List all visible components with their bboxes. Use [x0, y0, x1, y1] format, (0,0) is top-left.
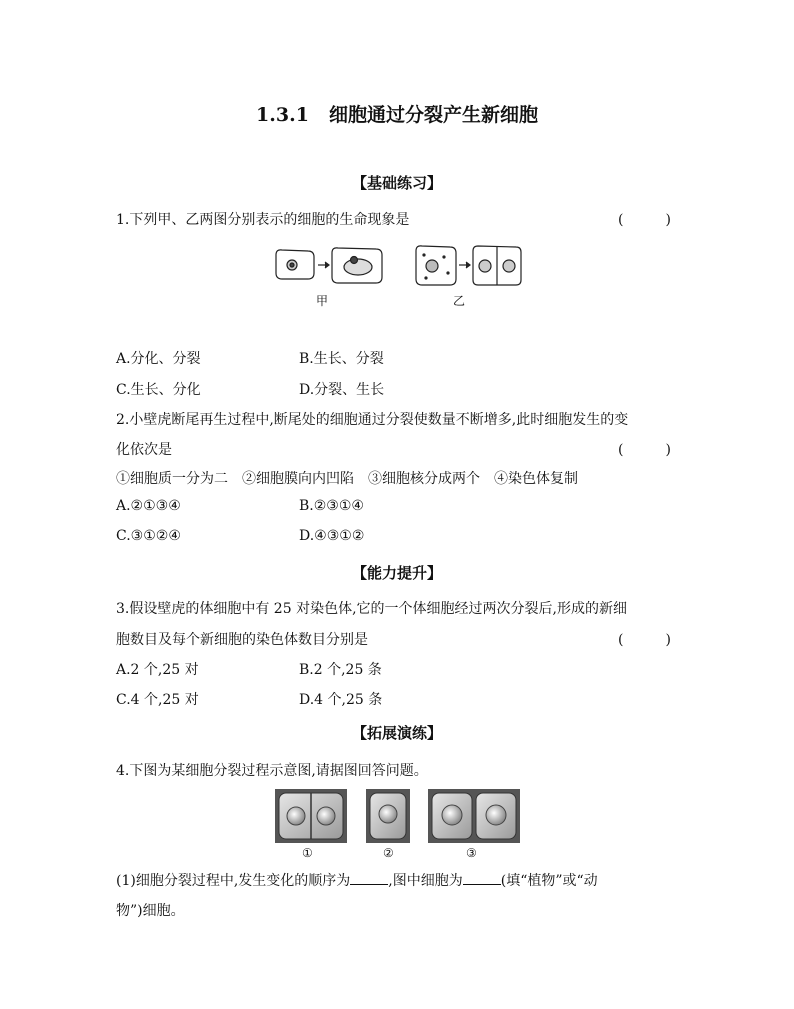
- q4-sub1-line1: [116, 870, 598, 890]
- section-ability: 【能力提升】: [351, 564, 442, 582]
- title-text: 细胞通过分裂产生新细胞: [328, 104, 538, 126]
- q1-stem: 1.下列甲、乙两图分别表示的细胞的生命现象是: [116, 212, 410, 228]
- q3-option-b: B.2 个,25 条: [299, 662, 382, 678]
- q1-figure-label-jia: 甲: [316, 294, 329, 308]
- q4-sub1-text-a: (1)细胞分裂过程中,发生变化的顺序为: [116, 873, 351, 889]
- section-extend: 【拓展演练】: [351, 724, 442, 742]
- q3-option-c: C.4 个,25 对: [116, 692, 199, 708]
- q4-stem: 4.下图为某细胞分裂过程示意图,请据图回答问题。: [116, 763, 428, 779]
- q3-option-d: D.4 个,25 条: [299, 692, 383, 708]
- q2-stem-line2: 化依次是: [116, 442, 172, 458]
- q3-stem-line1: 3.假设壁虎的体细胞中有 25 对染色体,它的一个体细胞经过两次分裂后,形成的新细: [116, 601, 627, 617]
- q2-stem-line1: 2.小壁虎断尾再生过程中,断尾处的细胞通过分裂使数量不断增多,此时细胞发生的变: [116, 412, 629, 428]
- title-number: 1.3.1: [256, 104, 309, 126]
- q1-figure-label-yi: 乙: [453, 294, 466, 308]
- answer-blank-order[interactable]: [350, 872, 388, 885]
- q1-option-c: C.生长、分化: [116, 382, 201, 398]
- cell-figure-yi: [416, 246, 521, 285]
- q1-option-b: B.生长、分裂: [299, 351, 384, 367]
- q4-sub1-text-b: ,图中细胞为: [388, 873, 463, 889]
- q4-figure-label-1: ①: [302, 846, 313, 860]
- q2-items: ①细胞质一分为二 ②细胞膜向内凹陷 ③细胞核分成两个 ④染色体复制: [116, 471, 578, 487]
- q1-option-a: A.分化、分裂: [116, 351, 201, 367]
- cell-stage-1: [275, 789, 347, 843]
- q3-answer-paren: ( ): [618, 632, 671, 648]
- cell-stage-3: [428, 789, 520, 843]
- q4-figure-label-2: ②: [383, 846, 394, 860]
- q3-option-a: A.2 个,25 对: [116, 662, 199, 678]
- q1-figure: [272, 245, 524, 289]
- answer-blank-cell-type[interactable]: [463, 872, 501, 885]
- q4-sub1-text-c: (填“植物”或“动: [500, 873, 598, 889]
- q2-option-b: B.②③①④: [299, 498, 364, 514]
- q1-option-d: D.分裂、生长: [299, 382, 385, 398]
- q4-sub1-line2: 物”)细胞。: [116, 903, 185, 919]
- page-title: [0, 100, 794, 127]
- q4-figure: [274, 787, 522, 845]
- q3-stem-line2: 胞数目及每个新细胞的染色体数目分别是: [116, 632, 368, 648]
- q1-answer-paren: ( ): [618, 212, 671, 228]
- q2-option-a: A.②①③④: [116, 498, 181, 514]
- cell-figure-jia: [276, 248, 382, 283]
- section-basic: 【基础练习】: [351, 174, 442, 192]
- q4-figure-label-3: ③: [466, 846, 477, 860]
- cell-stage-2: [366, 789, 410, 843]
- q2-option-c: C.③①②④: [116, 528, 181, 544]
- q2-option-d: D.④③①②: [299, 528, 365, 544]
- q2-answer-paren: ( ): [618, 442, 671, 458]
